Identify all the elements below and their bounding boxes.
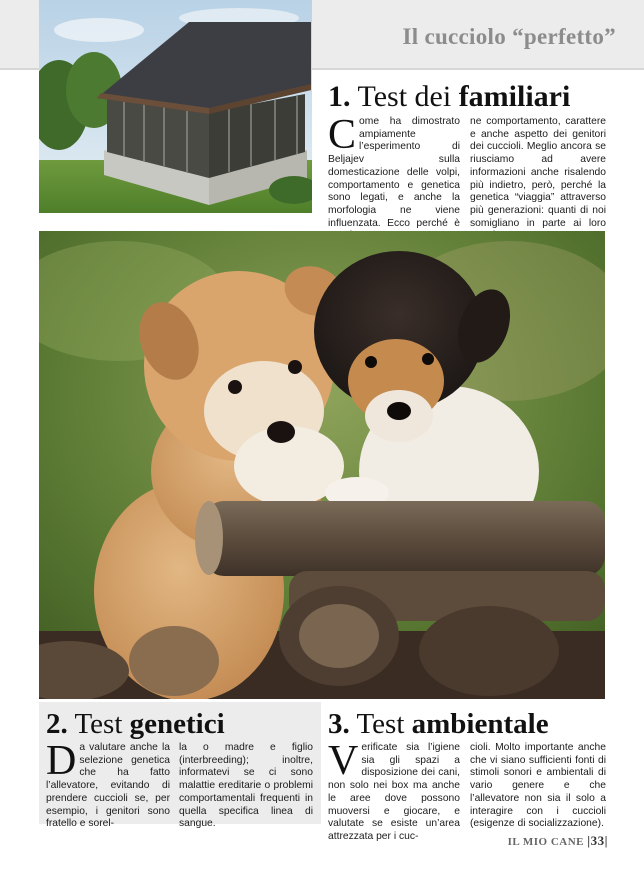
section-1-title-part1: Test dei bbox=[357, 80, 452, 113]
section-3-text-b: cioli. Molto importante anche che vi siano sufficienti fonti di stimoli sonori e ambientali di vario genere e che l’allevatore non sia il solo a interagire con i cuccioli (esigenze di socializzazione). bbox=[470, 742, 606, 830]
section-3-column-2 bbox=[470, 742, 606, 831]
section-2-heading bbox=[46, 708, 225, 741]
section-1-heading bbox=[328, 80, 570, 114]
section-2-text-b: la o madre e figlio (interbreeding); inoltre, informatevi se ci sono malattie ereditarie o problemi comportamentali frequenti in quella specifica linea di sangue. bbox=[179, 742, 313, 830]
section-3-column-1 bbox=[328, 738, 460, 844]
section-1-text-a: ome ha dimostrato ampiamente l’esperimento di Beljajev sulla domesticazione delle volpi, comportamento e genetica sono legati, e anche la morfologia ne viene influenzata. Ecco perché è bbox=[328, 116, 460, 229]
section-2-title-part1: Test bbox=[74, 708, 123, 740]
section-3-heading bbox=[328, 708, 549, 741]
section-3-title-part1: Test bbox=[356, 708, 405, 740]
section-3-number: 3. bbox=[328, 708, 350, 740]
page-footer bbox=[508, 833, 608, 849]
section-2-column-1 bbox=[46, 738, 170, 831]
section-1-dropcap: C bbox=[328, 112, 357, 158]
section-2-dropcap: D bbox=[46, 738, 77, 784]
section-3-dropcap: V bbox=[328, 738, 359, 784]
kennel-photo bbox=[39, 0, 312, 213]
section-2-column-2 bbox=[179, 742, 313, 831]
section-1-number: 1. bbox=[328, 80, 351, 113]
puppies-photo bbox=[39, 231, 605, 699]
puppies-illustration bbox=[39, 231, 605, 699]
magazine-name: IL MIO CANE bbox=[507, 836, 585, 848]
section-1-column-2 bbox=[470, 116, 606, 243]
section-2-number: 2. bbox=[46, 708, 68, 740]
page-title: Il cucciolo “perfetto” bbox=[402, 24, 616, 49]
section-2-text-a: a valutare anche la selezione genetica che ha fatto l’allevatore, evitando di prendere cuccioli se, per esempio, i genitori sono fratello e sorel- bbox=[46, 742, 170, 830]
section-1-title-part2: familiari bbox=[458, 80, 571, 113]
kennel-illustration bbox=[39, 0, 312, 213]
section-3-title-part2: ambientale bbox=[411, 708, 549, 740]
section-3-text-a: erificate sia l’igiene sia gli spazi a disposizione dei cani, non solo nei box ma anche le aree dove possono muoversi e giocare, e valutate se esiste un’area attrezzata per i cuc- bbox=[328, 742, 460, 842]
section-2-title-part2: genetici bbox=[129, 708, 225, 740]
section-1-text-b: ne comportamento, carattere e anche aspetto dei genitori dei cuccioli. Meglio ancora se riusciamo ad avere informazioni anche risalendo più indietro, però, perché la genetica “viaggia” attraverso più generazioni: quanti di noi somigliano in parte ai loro bbox=[470, 116, 606, 229]
page-number: |33| bbox=[587, 833, 608, 848]
